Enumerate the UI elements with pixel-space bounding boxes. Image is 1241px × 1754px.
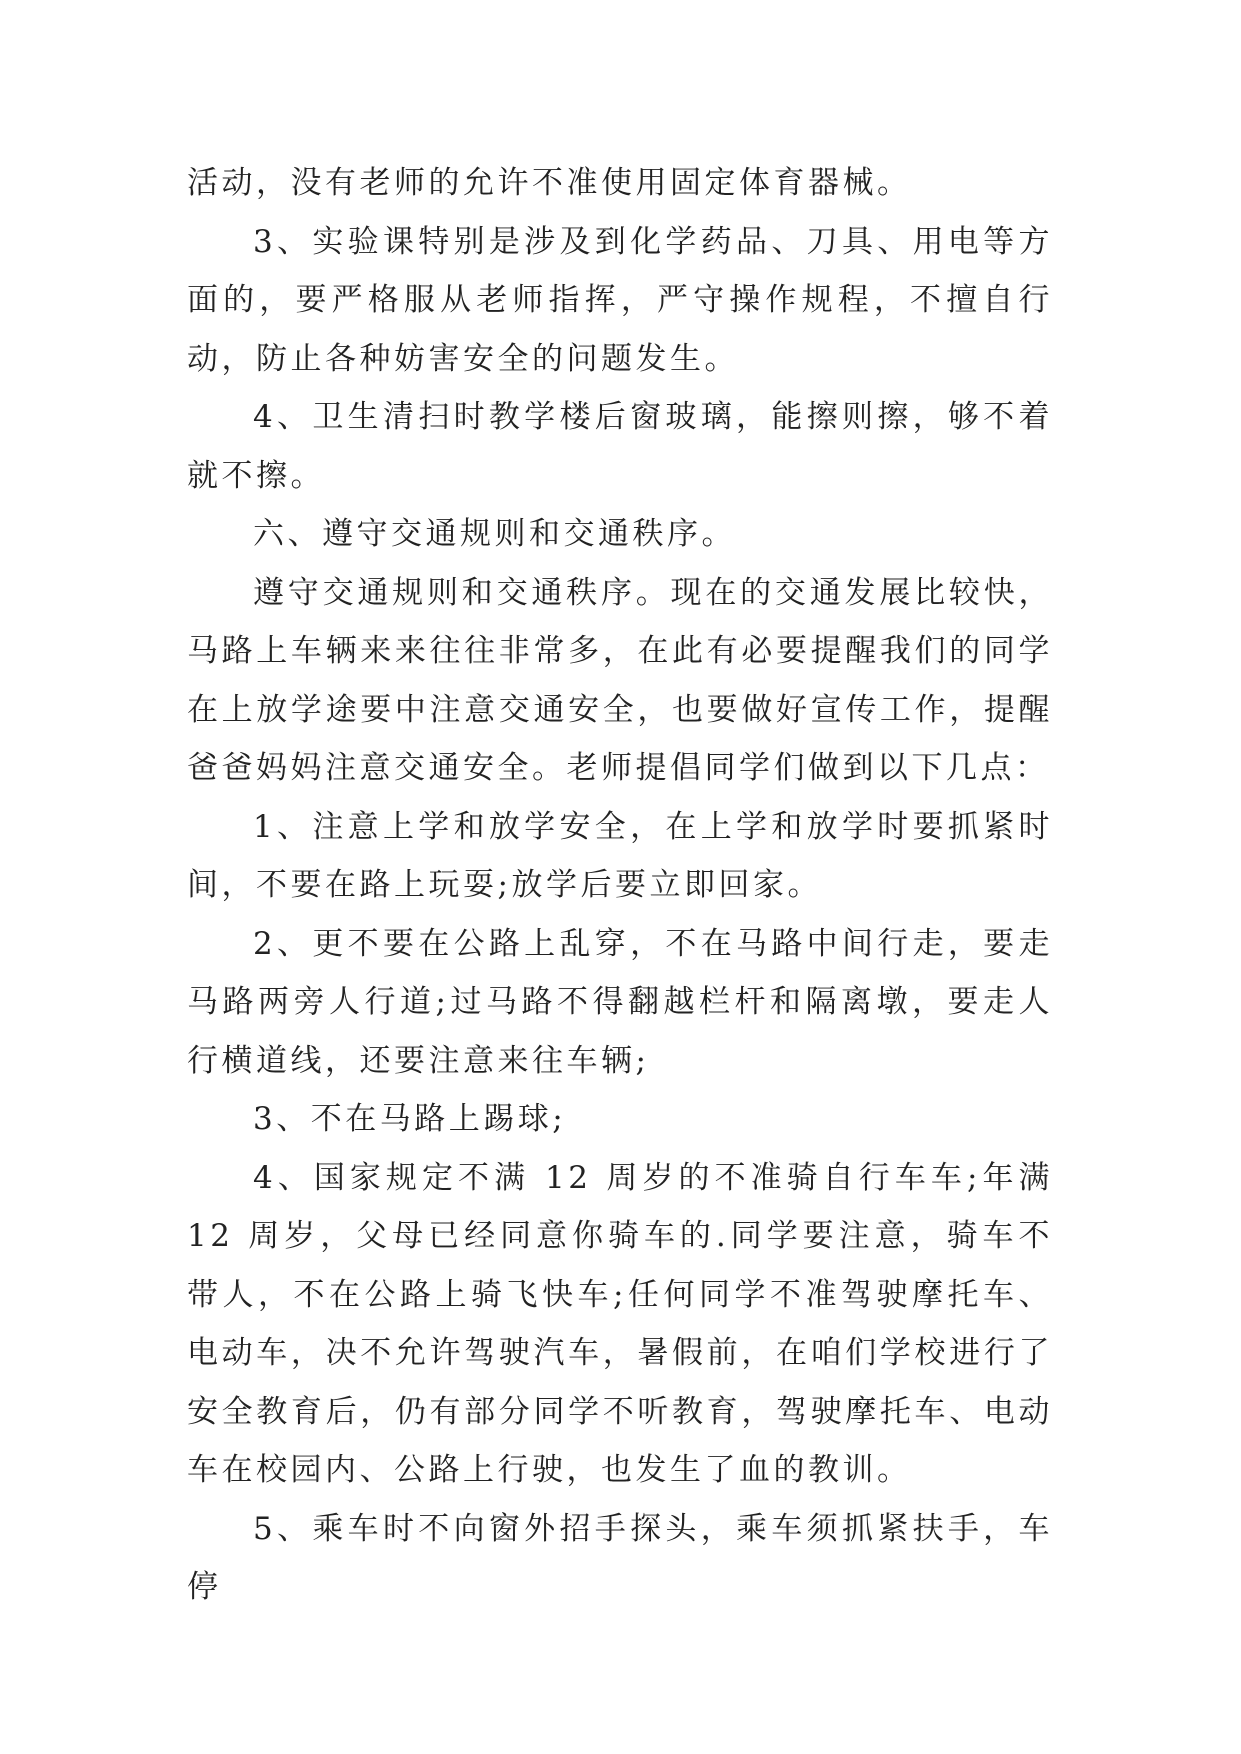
paragraph-traffic-item-3: 3、不在马路上踢球; xyxy=(253,1101,567,1137)
paragraph-traffic-item-1: 1、注意上学和放学安全，在上学和放学时要抓紧时间，不要在路上玩耍;放学后要立即回家。 xyxy=(187,808,1053,903)
paragraph-item-3-lab-safety: 3、实验课特别是涉及到化学药品、刀具、用电等方面的，要严格服从老师指挥，严守操作规程，不擅自行动，防止各种妨害安全的问题发生。 xyxy=(187,223,1053,377)
section-heading-traffic: 六、遵守交通规则和交通秩序。 xyxy=(253,516,736,552)
paragraph-traffic-item-2: 2、更不要在公路上乱穿，不在马路中间行走，要走马路两旁人行道;过马路不得翻越栏杆和隔离墩，要走人行横道线，还要注意来往车辆; xyxy=(187,925,1053,1079)
paragraph-traffic-item-4: 4、国家规定不满 12 周岁的不准骑自行车车;年满 12 周岁，父母已经同意你骑车的.同学要注意，骑车不带人，不在公路上骑飞快车;任何同学不准驾驶摩托车、电动车，决不允许驾驶汽车，暑假前，在咱们学校进行了安全教育后，仍有部分同学不听教育，驾驶摩托车、电动车在校园内、公路上行驶，也发生了血的教训。 xyxy=(187,1159,1053,1488)
paragraph-traffic-intro: 遵守交通规则和交通秩序。现在的交通发展比较快，马路上车辆来来往往非常多，在此有必要提醒我们的同学在上放学途要中注意交通安全，也要做好宣传工作，提醒爸爸妈妈注意交通安全。老师提倡同学们做到以下几点： xyxy=(187,574,1053,786)
paragraph-traffic-item-5: 5、乘车时不向窗外招手探头，乘车须抓紧扶手，车停 xyxy=(187,1510,1053,1605)
document-body xyxy=(187,154,1053,1617)
paragraph-item-4-cleaning: 4、卫生清扫时教学楼后窗玻璃，能擦则擦，够不着就不擦。 xyxy=(187,399,1053,494)
paragraph-continuation: 活动，没有老师的允许不准使用固定体育器械。 xyxy=(187,165,912,201)
